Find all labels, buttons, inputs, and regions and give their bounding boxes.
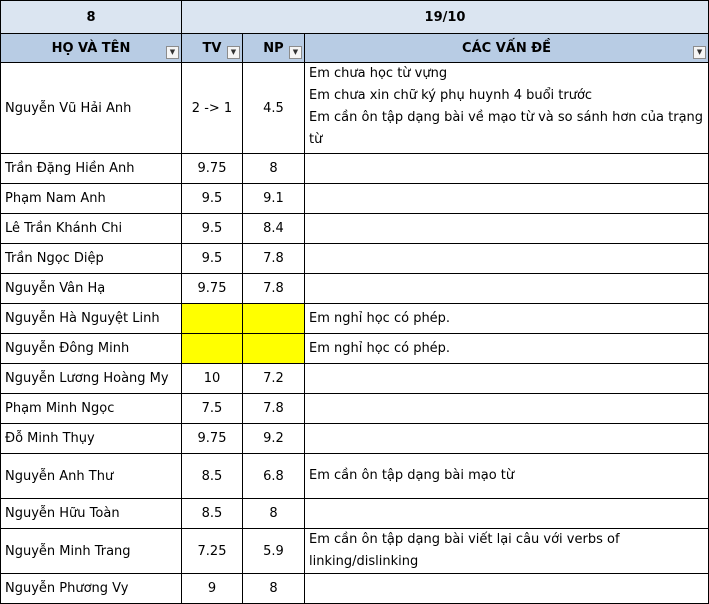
tv-score-cell[interactable]: 9 — [182, 574, 243, 604]
np-score-cell[interactable]: 5.9 — [243, 529, 305, 574]
student-name-cell[interactable]: Nguyễn Lương Hoàng My — [1, 364, 182, 394]
issues-cell[interactable] — [305, 364, 709, 394]
np-score-cell[interactable]: 4.5 — [243, 63, 305, 154]
tv-score-cell[interactable]: 9.75 — [182, 424, 243, 454]
np-score-cell[interactable]: 7.8 — [243, 244, 305, 274]
issue-line: Em nghỉ học có phép. — [309, 310, 451, 326]
tv-score-cell[interactable]: 9.75 — [182, 154, 243, 184]
table-row — [1, 63, 709, 154]
tv-score-cell[interactable]: 9.75 — [182, 274, 243, 304]
table-row — [1, 214, 709, 244]
student-name-cell[interactable]: Phạm Nam Anh — [1, 184, 182, 214]
np-score-cell[interactable]: 7.8 — [243, 394, 305, 424]
student-name-cell[interactable]: Nguyễn Anh Thư — [1, 454, 182, 499]
issues-cell[interactable] — [305, 274, 709, 304]
tv-score-cell[interactable]: 8.5 — [182, 454, 243, 499]
student-name-cell[interactable]: Nguyễn Phương Vy — [1, 574, 182, 604]
issue-line: từ — [309, 132, 323, 147]
issue-line: Em cần ôn tập dạng bài về mạo từ và so sánh hơn của trạng — [309, 110, 704, 125]
class-number-cell: 8 — [1, 1, 182, 34]
np-score-cell[interactable]: 9.1 — [243, 184, 305, 214]
table-row — [1, 304, 709, 334]
title-row — [1, 1, 709, 34]
student-name-cell[interactable]: Nguyễn Hữu Toàn — [1, 499, 182, 529]
student-name-cell[interactable]: Đỗ Minh Thụy — [1, 424, 182, 454]
student-name-cell[interactable]: Nguyễn Vân Hạ — [1, 274, 182, 304]
student-name-cell[interactable]: Nguyễn Minh Trang — [1, 529, 182, 574]
issue-line: Em chưa học từ vựng — [309, 66, 448, 81]
table-row — [1, 499, 709, 529]
np-score-cell[interactable]: 7.8 — [243, 274, 305, 304]
column-header-label: CÁC VẤN ĐỀ — [462, 40, 551, 56]
student-name-cell[interactable]: Phạm Minh Ngọc — [1, 394, 182, 424]
filter-dropdown-icon[interactable]: ▼ — [227, 46, 240, 59]
issue-line: Em chưa xin chữ ký phụ huynh 4 buổi trước — [309, 88, 593, 103]
tv-score-cell[interactable]: 7.25 — [182, 529, 243, 574]
np-score-cell[interactable]: 8 — [243, 154, 305, 184]
table-row — [1, 394, 709, 424]
date-cell: 19/10 — [182, 1, 709, 34]
column-header-name[interactable] — [1, 34, 182, 63]
np-score-cell[interactable]: 8 — [243, 574, 305, 604]
table-row — [1, 424, 709, 454]
tv-score-cell[interactable] — [182, 304, 243, 334]
student-name-cell[interactable]: Nguyễn Vũ Hải Anh — [1, 63, 182, 154]
issues-cell[interactable] — [305, 529, 709, 574]
issues-cell[interactable] — [305, 394, 709, 424]
student-name-cell[interactable]: Lê Trần Khánh Chi — [1, 214, 182, 244]
table-row — [1, 184, 709, 214]
np-score-cell[interactable]: 8.4 — [243, 214, 305, 244]
tv-score-cell[interactable]: 10 — [182, 364, 243, 394]
filter-dropdown-icon[interactable]: ▼ — [693, 46, 706, 59]
np-score-cell[interactable] — [243, 334, 305, 364]
issues-cell[interactable] — [305, 499, 709, 529]
np-score-cell[interactable] — [243, 304, 305, 334]
table-row — [1, 244, 709, 274]
filter-dropdown-icon[interactable]: ▼ — [289, 46, 302, 59]
issues-cell[interactable] — [305, 304, 709, 334]
column-header-tv[interactable] — [182, 34, 243, 63]
np-score-cell[interactable]: 8 — [243, 499, 305, 529]
issues-cell[interactable] — [305, 184, 709, 214]
student-name-cell[interactable]: Nguyễn Hà Nguyệt Linh — [1, 304, 182, 334]
tv-score-cell[interactable]: 9.5 — [182, 214, 243, 244]
header-row — [1, 34, 709, 63]
tv-score-cell[interactable]: 7.5 — [182, 394, 243, 424]
np-score-cell[interactable]: 7.2 — [243, 364, 305, 394]
issue-line: linking/dislinking — [309, 554, 419, 569]
table-row — [1, 364, 709, 394]
issue-line: Em cần ôn tập dạng bài mạo từ — [309, 468, 515, 483]
issues-cell[interactable] — [305, 63, 709, 154]
issues-cell[interactable] — [305, 244, 709, 274]
student-name-cell[interactable]: Trần Đặng Hiền Anh — [1, 154, 182, 184]
column-header-label: NP — [263, 40, 284, 56]
issues-cell[interactable] — [305, 214, 709, 244]
column-header-issues[interactable] — [305, 34, 709, 63]
tv-score-cell[interactable]: 9.5 — [182, 184, 243, 214]
filter-dropdown-icon[interactable]: ▼ — [166, 46, 179, 59]
tv-score-cell[interactable]: 8.5 — [182, 499, 243, 529]
issue-line: Em cần ôn tập dạng bài viết lại câu với verbs of — [309, 532, 620, 547]
issues-cell[interactable] — [305, 424, 709, 454]
table-row — [1, 274, 709, 304]
student-name-cell[interactable]: Nguyễn Đông Minh — [1, 334, 182, 364]
table-row — [1, 334, 709, 364]
tv-score-cell[interactable]: 9.5 — [182, 244, 243, 274]
tv-score-cell[interactable] — [182, 334, 243, 364]
issues-cell[interactable] — [305, 154, 709, 184]
tv-score-cell[interactable]: 2 -> 1 — [182, 63, 243, 154]
column-header-label: TV — [202, 40, 222, 56]
column-header-label: HỌ VÀ TÊN — [51, 40, 131, 56]
table-row — [1, 154, 709, 184]
issues-cell[interactable] — [305, 454, 709, 499]
np-score-cell[interactable]: 9.2 — [243, 424, 305, 454]
issue-line: Em nghỉ học có phép. — [309, 340, 451, 356]
student-name-cell[interactable]: Trần Ngọc Diệp — [1, 244, 182, 274]
issues-cell[interactable] — [305, 334, 709, 364]
column-header-np[interactable] — [243, 34, 305, 63]
np-score-cell[interactable]: 6.8 — [243, 454, 305, 499]
table-row — [1, 454, 709, 499]
table-row — [1, 529, 709, 574]
